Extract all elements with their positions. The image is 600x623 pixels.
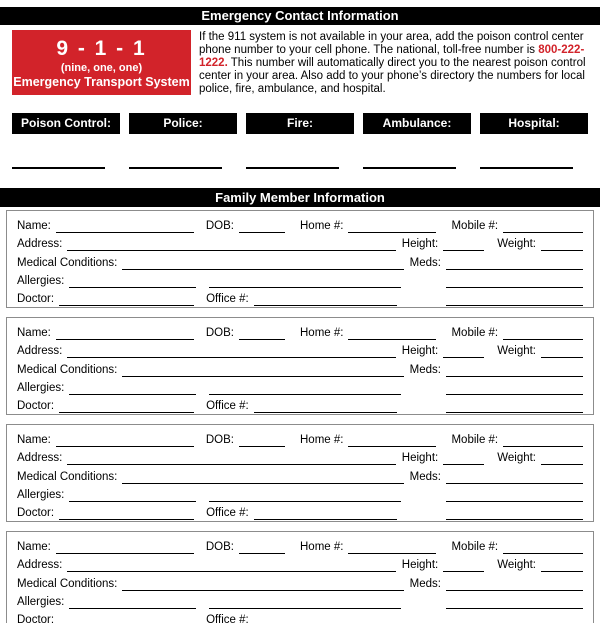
medical-conditions-label: Medical Conditions: <box>17 363 118 376</box>
address-label: Address: <box>17 238 63 251</box>
intro-section <box>12 30 588 96</box>
dob-field[interactable] <box>239 219 285 233</box>
office-phone-field[interactable] <box>254 613 397 623</box>
weight-field[interactable] <box>541 451 583 465</box>
meds-continuation-field[interactable] <box>446 274 583 288</box>
intro-text-after: This number will automatically direct you to the nearest poison control center in your area. Also add to your phone’s directory the numbers for local police, fire, ambulance, and hospital. <box>199 57 586 95</box>
name-label: Name: <box>17 541 51 554</box>
allergies-continuation-field[interactable] <box>209 381 401 395</box>
office-phone-label: Office #: <box>206 613 249 623</box>
address-label: Address: <box>17 559 63 572</box>
dob-label: DOB: <box>205 220 234 233</box>
allergies-label: Allergies: <box>17 488 65 501</box>
medical-conditions-label: Medical Conditions: <box>17 577 118 590</box>
hospital-number-field[interactable] <box>480 157 573 169</box>
fire-label-box: Fire: <box>246 113 354 134</box>
doctor-field[interactable] <box>59 399 194 413</box>
meds-continuation-field[interactable] <box>446 488 583 502</box>
doctor-field[interactable] <box>59 506 194 520</box>
allergies-label: Allergies: <box>17 274 65 287</box>
meds-continuation-field[interactable] <box>446 506 583 520</box>
meds-continuation-field[interactable] <box>446 613 583 623</box>
name-field[interactable] <box>56 433 194 447</box>
mobile-phone-field[interactable] <box>503 433 583 447</box>
home-phone-field[interactable] <box>348 540 436 554</box>
poison-control-phone-number: 800-222-1222. <box>199 44 585 69</box>
home-phone-label: Home #: <box>300 541 344 554</box>
911-number: 9 - 1 - 1 <box>56 36 147 60</box>
meds-field[interactable] <box>446 577 583 591</box>
meds-label: Meds: <box>409 577 441 590</box>
home-phone-field[interactable] <box>348 433 436 447</box>
address-field[interactable] <box>67 558 395 572</box>
name-field[interactable] <box>56 219 194 233</box>
ambulance-number-field[interactable] <box>363 157 456 169</box>
weight-field[interactable] <box>541 344 583 358</box>
intro-text-before: If the 911 system is not available in your area, add the poison control center phone number to your cell phone. The national, toll-free number is <box>199 31 584 56</box>
address-label: Address: <box>17 345 63 358</box>
office-phone-label: Office #: <box>206 506 249 519</box>
doctor-label: Doctor: <box>17 613 55 623</box>
office-phone-label: Office #: <box>206 292 249 305</box>
emergency-numbers-labels-row <box>12 113 588 134</box>
doctor-label: Doctor: <box>17 399 55 412</box>
intro-text <box>199 30 588 96</box>
family-member-block <box>6 317 594 415</box>
weight-field[interactable] <box>541 558 583 572</box>
doctor-field[interactable] <box>59 292 194 306</box>
meds-continuation-field[interactable] <box>446 595 583 609</box>
weight-label: Weight: <box>497 452 536 465</box>
mobile-phone-label: Mobile #: <box>451 541 499 554</box>
home-phone-field[interactable] <box>348 326 436 340</box>
doctor-field[interactable] <box>59 613 194 623</box>
weight-label: Weight: <box>497 238 536 251</box>
police-label-box: Police: <box>129 113 237 134</box>
medical-conditions-field[interactable] <box>122 470 403 484</box>
meds-continuation-field[interactable] <box>446 399 583 413</box>
height-label: Height: <box>401 238 439 251</box>
doctor-label: Doctor: <box>17 506 55 519</box>
ambulance-label-box: Ambulance: <box>363 113 471 134</box>
mobile-phone-field[interactable] <box>503 326 583 340</box>
dob-label: DOB: <box>205 541 234 554</box>
height-label: Height: <box>401 345 439 358</box>
emergency-numbers-fields-row <box>12 157 588 169</box>
police-number-field[interactable] <box>129 157 222 169</box>
meds-field[interactable] <box>446 470 583 484</box>
meds-label: Meds: <box>409 256 441 269</box>
medical-conditions-label: Medical Conditions: <box>17 470 118 483</box>
home-phone-label: Home #: <box>300 327 344 340</box>
mobile-phone-label: Mobile #: <box>451 327 499 340</box>
allergies-field[interactable] <box>69 274 196 288</box>
dob-label: DOB: <box>205 327 234 340</box>
mobile-phone-field[interactable] <box>503 540 583 554</box>
mobile-phone-field[interactable] <box>503 219 583 233</box>
allergies-continuation-field[interactable] <box>209 595 401 609</box>
height-field[interactable] <box>443 344 484 358</box>
name-field[interactable] <box>56 326 194 340</box>
dob-label: DOB: <box>205 434 234 447</box>
allergies-field[interactable] <box>69 381 196 395</box>
meds-field[interactable] <box>446 256 583 270</box>
poison-control-number-field[interactable] <box>12 157 105 169</box>
weight-field[interactable] <box>541 237 583 251</box>
weight-label: Weight: <box>497 559 536 572</box>
name-label: Name: <box>17 220 51 233</box>
911-caption: Emergency Transport System <box>13 74 190 89</box>
allergies-label: Allergies: <box>17 595 65 608</box>
911-badge <box>12 30 191 95</box>
address-label: Address: <box>17 452 63 465</box>
office-phone-field[interactable] <box>254 399 397 413</box>
height-field[interactable] <box>443 237 484 251</box>
dob-field[interactable] <box>239 433 285 447</box>
meds-field[interactable] <box>446 363 583 377</box>
family-member-block <box>6 210 594 308</box>
mobile-phone-label: Mobile #: <box>451 434 499 447</box>
allergies-continuation-field[interactable] <box>209 274 401 288</box>
home-phone-label: Home #: <box>300 220 344 233</box>
meds-label: Meds: <box>409 470 441 483</box>
name-label: Name: <box>17 434 51 447</box>
height-label: Height: <box>401 559 439 572</box>
meds-continuation-field[interactable] <box>446 292 583 306</box>
allergies-field[interactable] <box>69 488 196 502</box>
home-phone-field[interactable] <box>348 219 436 233</box>
dob-field[interactable] <box>239 540 285 554</box>
poison-control-label-box: Poison Control: <box>12 113 120 134</box>
mobile-phone-label: Mobile #: <box>451 220 499 233</box>
height-field[interactable] <box>443 558 484 572</box>
allergies-field[interactable] <box>69 595 196 609</box>
medical-conditions-field[interactable] <box>122 256 403 270</box>
office-phone-label: Office #: <box>206 399 249 412</box>
family-section-header: Family Member Information <box>0 188 600 207</box>
home-phone-label: Home #: <box>300 434 344 447</box>
dob-field[interactable] <box>239 326 285 340</box>
medical-conditions-field[interactable] <box>122 363 403 377</box>
medical-conditions-field[interactable] <box>122 577 403 591</box>
911-phonetic: (nine, one, one) <box>60 61 143 74</box>
allergies-continuation-field[interactable] <box>209 488 401 502</box>
fire-number-field[interactable] <box>246 157 339 169</box>
allergies-label: Allergies: <box>17 381 65 394</box>
address-field[interactable] <box>67 451 395 465</box>
meds-continuation-field[interactable] <box>446 381 583 395</box>
address-field[interactable] <box>67 237 395 251</box>
meds-label: Meds: <box>409 363 441 376</box>
family-member-block <box>6 424 594 522</box>
doctor-label: Doctor: <box>17 292 55 305</box>
family-member-block <box>6 531 594 623</box>
height-field[interactable] <box>443 451 484 465</box>
medical-conditions-label: Medical Conditions: <box>17 256 118 269</box>
office-phone-field[interactable] <box>254 292 397 306</box>
weight-label: Weight: <box>497 345 536 358</box>
address-field[interactable] <box>67 344 395 358</box>
name-label: Name: <box>17 327 51 340</box>
office-phone-field[interactable] <box>254 506 397 520</box>
height-label: Height: <box>401 452 439 465</box>
name-field[interactable] <box>56 540 194 554</box>
hospital-label-box: Hospital: <box>480 113 588 134</box>
emergency-section-header: Emergency Contact Information <box>0 7 600 25</box>
